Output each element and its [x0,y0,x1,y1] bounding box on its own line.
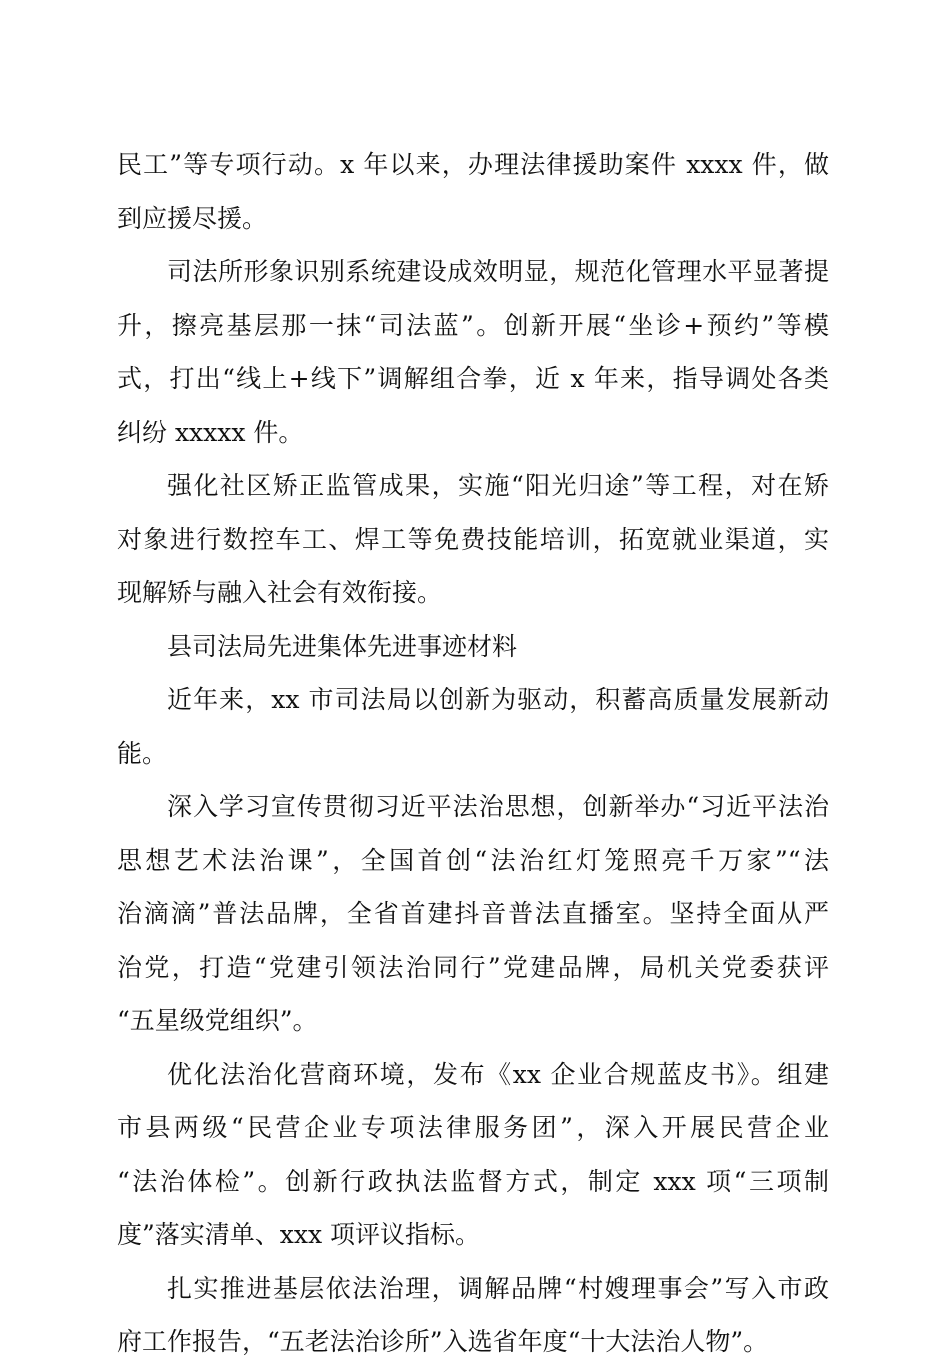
text-line: 强化社区矫正监管成果，实施“阳光归途”等工程，对在矫 [167,471,829,500]
text-line: 优化法治化营商环境，发布《xx 企业合规蓝皮书》。组建 [167,1059,829,1089]
text-line: 近年来，xx 市司法局以创新为驱动，积蓄高质量发展新动 [167,685,829,714]
text-line: 式，打出“线上+线下”调解组合拳，近 x 年来，指导调处各类 [117,364,829,393]
text-line: 度”落实清单、xxx 项评议指标。 [117,1220,481,1249]
text-line: 能。 [117,738,168,768]
text-line: 府工作报告，“五老法治诊所”入选省年度“十大法治人物”。 [117,1327,769,1356]
text-line: 到应援尽援。 [117,203,268,233]
text-line: 市县两级“民营企业专项法律服务团”，深入开展民营企业 [117,1113,829,1142]
section-title: 县司法局先进集体先进事迹材料 [167,631,518,661]
document-body [117,138,829,1369]
text-line: “五星级党组织”。 [117,1006,318,1035]
text-line: 治滴滴”普法品牌，全省首建抖音普法直播室。坚持全面从严 [117,899,829,928]
text-line: 司法所形象识别系统建设成效明显，规范化管理水平显著提 [167,257,829,286]
text-line: “法治体检”。创新行政执法监督方式，制定 xxx 项“三项制 [117,1166,829,1196]
text-line: 治党，打造“党建引领法治同行”党建品牌，局机关党委获评 [117,952,829,982]
text-line: 现解矫与融入社会有效衔接。 [117,578,443,607]
text-line: 民工”等专项行动。x 年以来，办理法律援助案件 xxxx 件，做 [117,150,829,179]
text-line: 纠纷 xxxxx 件。 [117,417,304,447]
text-line: 深入学习宣传贯彻习近平法治思想，创新举办“习近平法治 [167,792,829,821]
text-line: 扎实推进基层依法治理，调解品牌“村嫂理事会”写入市政 [167,1273,829,1303]
text-line: 思想艺术法治课”，全国首创“法治红灯笼照亮千万家”“法 [117,845,829,875]
text-line: 升，擦亮基层那一抹“司法蓝”。创新开展“坐诊+预约”等模 [117,310,829,340]
text-line: 对象进行数控车工、焊工等免费技能培训，拓宽就业渠道，实 [117,524,829,554]
